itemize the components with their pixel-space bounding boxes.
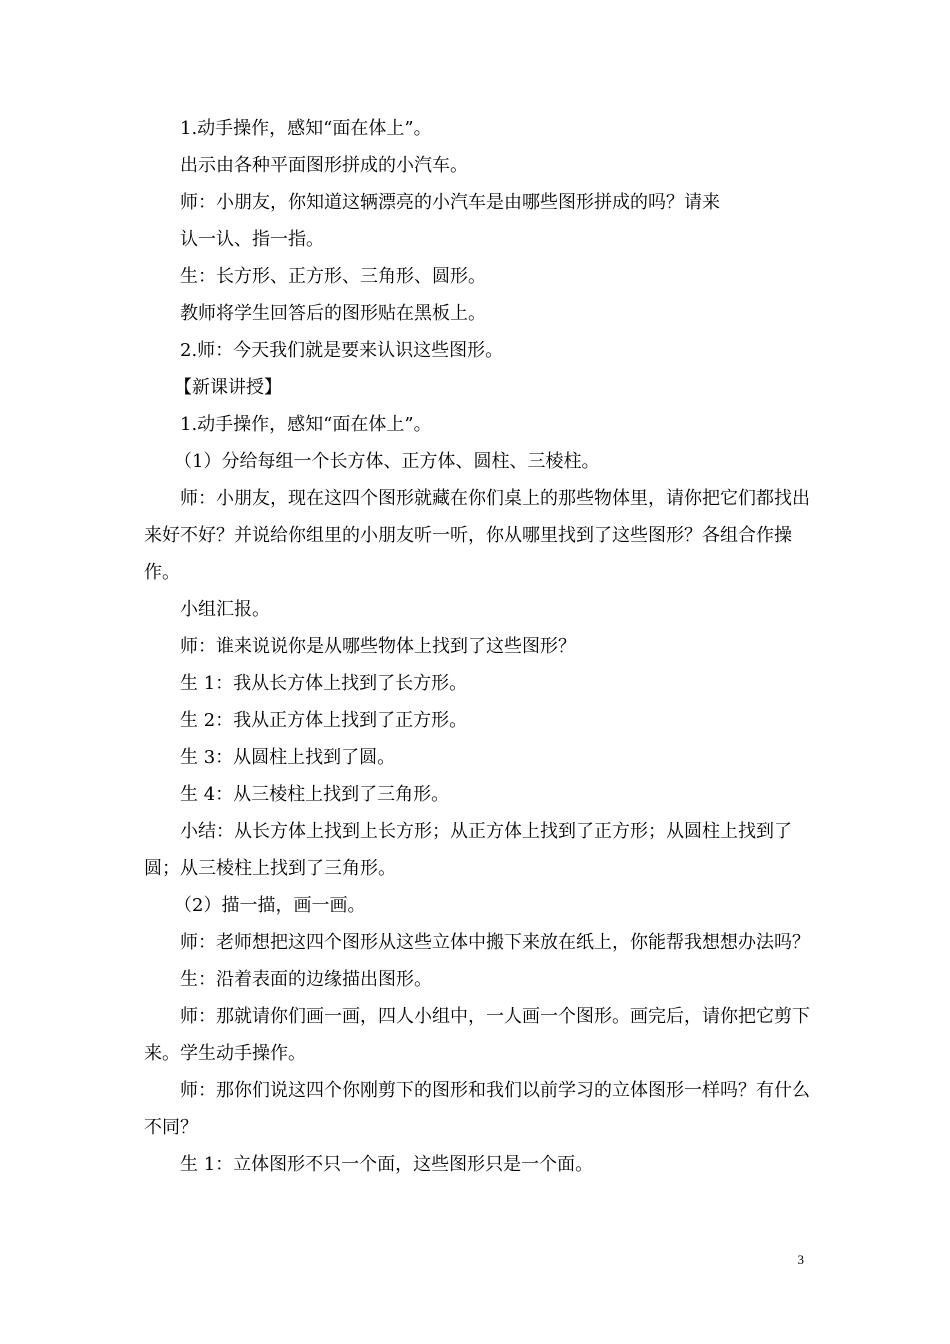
paragraph: （1）分给每组一个长方体、正方体、圆柱、三棱柱。 bbox=[174, 451, 600, 472]
paragraph: 生 2：我从正方体上找到了正方形。 bbox=[180, 710, 468, 731]
page-number: 3 bbox=[797, 1252, 804, 1267]
paragraph: 师：那你们说这四个你刚剪下的图形和我们以前学习的立体图形一样吗？有什么不同？ bbox=[144, 1080, 810, 1138]
paragraph: 1.动手操作，感知“面在体上”。 bbox=[180, 414, 432, 435]
paragraph: 师：小朋友，现在这四个图形就藏在你们桌上的那些物体里，请你把它们都找出来好不好？并说给你组里的小朋友听一听，你从哪里找到了这些图形？各组合作操作。 bbox=[144, 488, 810, 583]
paragraph: 师：小朋友，你知道这辆漂亮的小汽车是由哪些图形拼成的吗？请来 bbox=[180, 192, 720, 213]
paragraph: 教师将学生回答后的图形贴在黑板上。 bbox=[180, 303, 486, 324]
paragraph: 生 4：从三棱柱上找到了三角形。 bbox=[180, 784, 450, 805]
paragraph: （2）描一描，画一画。 bbox=[174, 895, 366, 916]
section-heading: 【新课讲授】 bbox=[174, 377, 282, 398]
paragraph: 生 3：从圆柱上找到了圆。 bbox=[180, 747, 396, 768]
paragraph: 2.师：今天我们就是要来认识这些图形。 bbox=[180, 340, 504, 361]
document-body bbox=[144, 110, 810, 1183]
paragraph: 小组汇报。 bbox=[180, 599, 270, 620]
paragraph: 出示由各种平面图形拼成的小汽车。 bbox=[180, 155, 468, 176]
paragraph: 认一认、指一指。 bbox=[180, 229, 324, 250]
paragraph: 师：那就请你们画一画，四人小组中，一人画一个图形。画完后，请你把它剪下来。学生动手操作。 bbox=[144, 1006, 810, 1064]
paragraph: 生：长方形、正方形、三角形、圆形。 bbox=[180, 266, 486, 287]
paragraph: 1.动手操作，感知“面在体上”。 bbox=[180, 118, 432, 139]
paragraph: 师：老师想把这四个图形从这些立体中搬下来放在纸上，你能帮我想想办法吗？ bbox=[180, 932, 810, 953]
paragraph: 生 1：立体图形不只一个面，这些图形只是一个面。 bbox=[180, 1154, 594, 1175]
paragraph: 小结：从长方体上找到上长方形；从正方体上找到了正方形；从圆柱上找到了圆；从三棱柱上找到了三角形。 bbox=[144, 821, 792, 879]
paragraph: 师：谁来说说你是从哪些物体上找到了这些图形？ bbox=[180, 636, 576, 657]
paragraph: 生：沿着表面的边缘描出图形。 bbox=[180, 969, 432, 990]
paragraph: 生 1：我从长方体上找到了长方形。 bbox=[180, 673, 468, 694]
